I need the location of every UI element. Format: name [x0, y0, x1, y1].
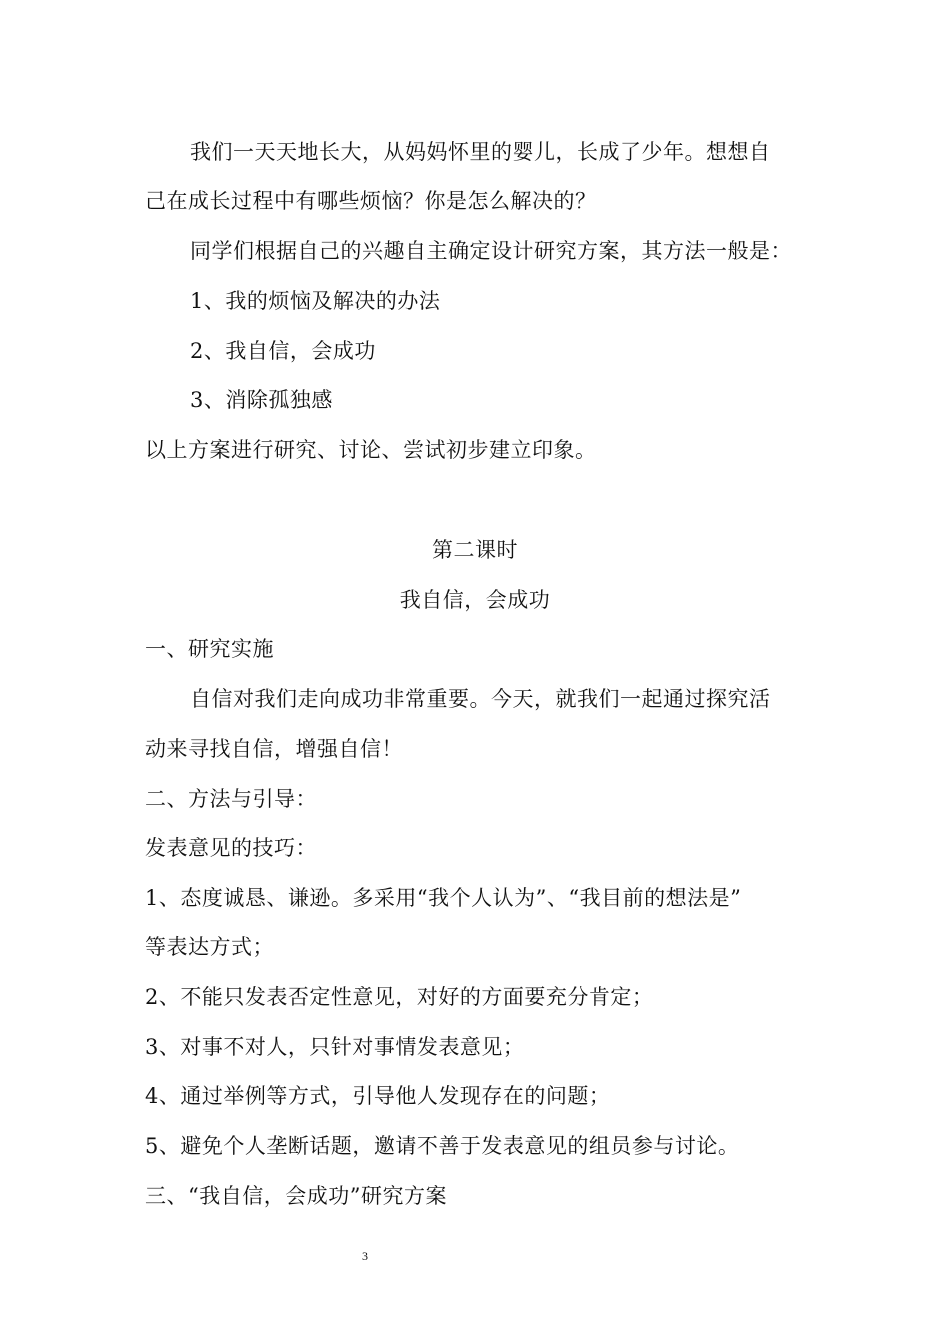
- plan-item-1: 1、我的烦恼及解决的办法: [190, 289, 441, 313]
- lesson-title: 第二课时: [432, 538, 518, 562]
- tip-5: 5、避免个人垄断话题，邀请不善于发表意见的组员参与讨论。: [145, 1134, 740, 1158]
- paragraph-summary: 以上方案进行研究、讨论、尝试初步建立印象。: [145, 438, 597, 462]
- plan-item-3: 3、消除孤独感: [190, 388, 333, 412]
- tip-4: 4、通过举例等方式，引导他人发现存在的问题；: [145, 1084, 611, 1108]
- section-2-intro: 发表意见的技巧：: [145, 836, 317, 860]
- tip-3: 3、对事不对人，只针对事情发表意见；: [145, 1035, 525, 1059]
- section-1-body-line-1: 自信对我们走向成功非常重要。今天，就我们一起通过探究活: [190, 687, 771, 711]
- tip-1-line-2: 等表达方式；: [145, 935, 274, 959]
- tip-2: 2、不能只发表否定性意见，对好的方面要充分肯定；: [145, 985, 654, 1009]
- tip-1-line-1: 1、态度诚恳、谦逊。多采用“我个人认为”、“我目前的想法是”: [145, 886, 742, 910]
- lesson-subtitle: 我自信，会成功: [399, 588, 551, 612]
- plan-item-2: 2、我自信，会成功: [190, 339, 376, 363]
- paragraph-method: 同学们根据自己的兴趣自主确定设计研究方案，其方法一般是：: [190, 239, 792, 263]
- section-1-heading: 一、研究实施: [145, 637, 274, 661]
- section-2-heading: 二、方法与引导：: [145, 787, 317, 811]
- paragraph-intro-line-2: 己在成长过程中有哪些烦恼？你是怎么解决的？: [145, 189, 597, 213]
- page-number: 3: [362, 1249, 368, 1263]
- section-1-body-line-2: 动来寻找自信，增强自信！: [145, 737, 403, 761]
- paragraph-intro-line-1: 我们一天天地长大，从妈妈怀里的婴儿，长成了少年。想想自: [190, 140, 771, 164]
- section-3-heading: 三、“我自信，会成功”研究方案: [145, 1184, 447, 1208]
